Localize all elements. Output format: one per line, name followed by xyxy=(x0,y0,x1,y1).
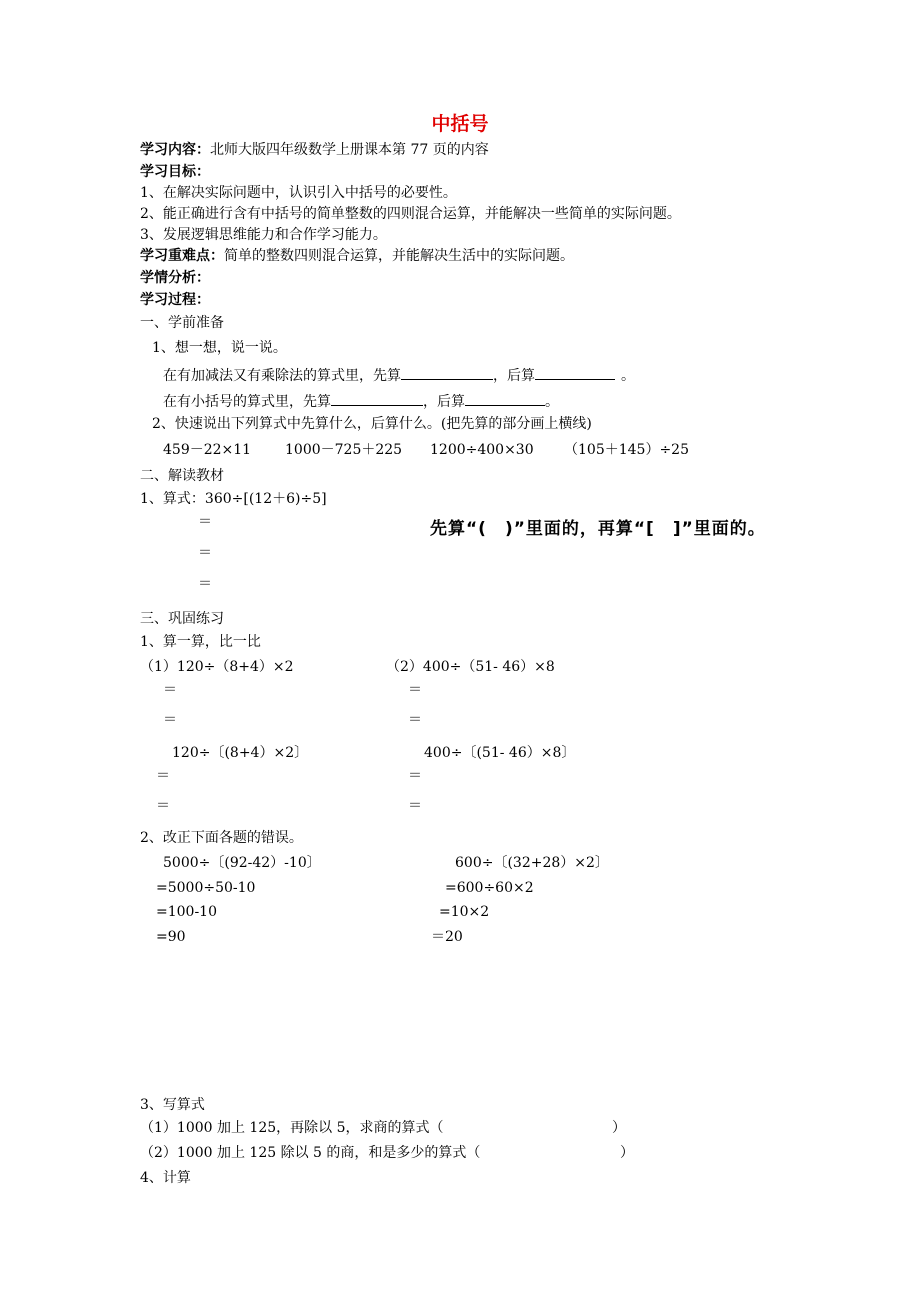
section3-q1: 1、算一算，比一比 xyxy=(140,634,261,650)
wrong-step: =600÷60×2 xyxy=(445,880,534,896)
close-paren: ） xyxy=(620,1145,634,1161)
wrong-step: =10×2 xyxy=(439,904,490,920)
expression: 1200÷400×30 xyxy=(430,442,534,458)
analysis-label: 学情分析： xyxy=(140,270,210,286)
equals-sign: ＝ xyxy=(408,712,422,728)
objectives-label: 学习目标： xyxy=(140,164,210,180)
objective-item: 2、能正确进行含有中括号的简单整数的四则混合运算，并能解决一些简单的实际问题。 xyxy=(140,206,681,222)
answer-blank[interactable] xyxy=(331,392,423,406)
fill-line-2: 在有小括号的算式里，先算 ，后算 。 xyxy=(163,394,559,410)
equals-sign: ＝ xyxy=(163,712,177,728)
section2-heading: 二、解读教材 xyxy=(140,468,224,484)
answer-blank[interactable] xyxy=(465,392,545,406)
handwritten-note: 先算“( )”里面的，再算“[ ]”里面的。 xyxy=(430,519,766,539)
learning-content-label: 学习内容： xyxy=(140,142,210,158)
page-title: 中括号 xyxy=(431,113,489,135)
section3-heading: 三、巩固练习 xyxy=(140,611,224,627)
problem-expression: 120÷〔(8+4）×2〕 xyxy=(172,745,309,761)
objective-item: 3、发展逻辑思维能力和合作学习能力。 xyxy=(140,227,387,243)
key-points-label: 学习重难点： xyxy=(140,248,224,264)
wrong-step: 600÷〔(32+28）×2〕 xyxy=(455,855,609,871)
learning-content-text: 北师大版四年级数学上册课本第 77 页的内容 xyxy=(210,142,489,158)
objective-item: 1、在解决实际问题中，认识引入中括号的必要性。 xyxy=(140,185,457,201)
wrong-step: =5000÷50-10 xyxy=(156,880,256,896)
key-points-line xyxy=(140,249,574,263)
section1-q1: 1、想一想，说一说。 xyxy=(152,340,287,356)
answer-blank[interactable] xyxy=(401,366,493,380)
equals-sign: ＝ xyxy=(156,798,170,814)
problem-expression: 400÷〔(51- 46）×8〕 xyxy=(424,745,576,761)
equals-sign: ＝ xyxy=(408,682,422,698)
fill-line-1: 在有加减法又有乘除法的算式里，先算 ，后算 。 xyxy=(163,368,635,384)
expression: 1000－725＋225 xyxy=(285,442,403,458)
write-expression-1: （1）1000 加上 125，再除以 5，求商的算式（ xyxy=(140,1120,444,1136)
learning-content-line xyxy=(140,143,489,157)
equals-sign: ＝ xyxy=(408,798,422,814)
close-paren: ） xyxy=(612,1120,626,1136)
wrong-step: 5000÷〔(92-42）-10〕 xyxy=(163,855,321,871)
equals-sign: ＝ xyxy=(408,768,422,784)
process-label: 学习过程： xyxy=(140,292,210,308)
problem-expression: （2）400÷（51- 46）×8 xyxy=(386,659,555,675)
section3-q2: 2、改正下面各题的错误。 xyxy=(140,830,303,846)
equals-sign: ＝ xyxy=(198,545,212,561)
section1-q2: 2、快速说出下列算式中先算什么，后算什么。(把先算的部分画上横线) xyxy=(152,416,592,432)
wrong-step: =90 xyxy=(156,929,186,945)
section3-q4: 4、计算 xyxy=(140,1170,191,1186)
expression: 459－22×11 xyxy=(163,442,252,458)
equals-sign: ＝ xyxy=(198,514,212,530)
problem-expression: （1）120÷（8+4）×2 xyxy=(140,659,294,675)
equals-sign: ＝ xyxy=(163,682,177,698)
wrong-step: ＝20 xyxy=(431,929,463,945)
section1-heading: 一、学前准备 xyxy=(140,315,224,331)
wrong-step: =100-10 xyxy=(156,904,217,920)
key-points-text: 简单的整数四则混合运算，并能解决生活中的实际问题。 xyxy=(224,248,574,264)
write-expression-2: （2）1000 加上 125 除以 5 的商，和是多少的算式（ xyxy=(140,1145,481,1161)
answer-blank[interactable] xyxy=(535,366,615,380)
equals-sign: ＝ xyxy=(156,768,170,784)
equals-sign: ＝ xyxy=(198,576,212,592)
expression: （105＋145）÷25 xyxy=(564,442,689,458)
section2-formula: 1、算式：360÷[(12＋6)÷5] xyxy=(140,491,327,507)
section3-q3: 3、写算式 xyxy=(140,1097,205,1113)
